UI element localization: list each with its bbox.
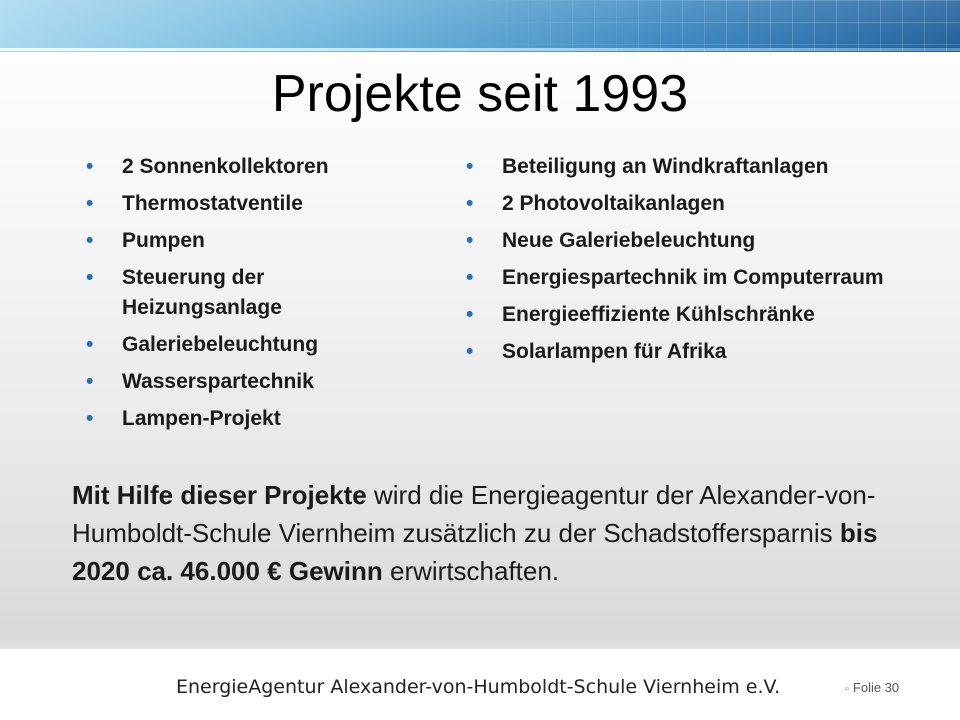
list-item: [86, 404, 416, 434]
list-item-label: Neue Galeriebeleuchtung: [502, 229, 756, 252]
summary-emphasis-profit: bis 2020 ca. 46.000 € Gewinn: [72, 518, 878, 586]
summary-text: wird die Energieagentur der Alexander-von-Humboldt-Schule Viernheim zusätzlich zu der Schadstoffersparnis: [72, 480, 876, 548]
banner-highlight-line: [0, 48, 960, 51]
slide-title: Projekte seit 1993: [271, 65, 689, 123]
list-item: [86, 226, 416, 256]
list-item-label: Galeriebeleuchtung: [122, 333, 319, 356]
slide-number-label: Folie 30: [852, 680, 900, 695]
footer-organization: EnergieAgentur Alexander-von-Humboldt-Schule Viernheim e.V.: [176, 676, 781, 698]
bullet-icon: •: [86, 407, 94, 430]
bullet-icon: •: [466, 303, 474, 326]
list-item-label: 2 Sonnenkollektoren: [122, 155, 329, 178]
list-item-label: 2 Photovoltaikanlagen: [502, 192, 725, 215]
bullet-icon: •: [466, 340, 474, 363]
list-item: [86, 189, 416, 219]
list-item-label: Pumpen: [122, 229, 205, 252]
bullet-icon: •: [86, 333, 94, 356]
bullet-icon: •: [86, 266, 94, 289]
square-bullet-icon: ▫: [845, 683, 849, 695]
bullet-icon: •: [466, 229, 474, 252]
list-item-label: Solarlampen für Afrika: [502, 340, 727, 363]
bullet-icon: •: [466, 266, 474, 289]
list-item: [86, 367, 416, 397]
banner-gloss: [0, 0, 960, 52]
slide-number: [845, 680, 899, 695]
project-list-right: [466, 152, 936, 374]
bullet-icon: •: [86, 192, 94, 215]
summary-emphasis-projects: Mit Hilfe dieser Projekte: [72, 480, 367, 510]
list-item: [466, 189, 936, 219]
list-item: [86, 263, 416, 323]
list-item-label: Lampen-Projekt: [122, 407, 281, 430]
list-item: [86, 152, 416, 182]
list-item: [466, 337, 936, 367]
list-item-label: Energieeffiziente Kühlschränke: [502, 303, 815, 326]
list-item-label: Thermostatventile: [122, 192, 303, 215]
bullet-icon: •: [86, 370, 94, 393]
list-item-label: Energiespartechnik im Computerraum: [502, 266, 884, 289]
list-item: [466, 226, 936, 256]
header-banner: [0, 0, 960, 52]
list-item: [466, 300, 936, 330]
list-item-label: Beteiligung an Windkraftanlagen: [502, 155, 829, 178]
bullet-icon: •: [86, 155, 94, 178]
project-list-left: [86, 152, 416, 441]
list-item: [466, 263, 936, 293]
list-item-label: Steuerung der Heizungsanlage: [122, 266, 282, 319]
list-item: [466, 152, 936, 182]
summary-text-end: erwirtschaften.: [382, 556, 560, 586]
summary-paragraph: [72, 476, 892, 590]
bullet-icon: •: [466, 155, 474, 178]
list-item-label: Wasserspartechnik: [122, 370, 314, 393]
bullet-icon: •: [466, 192, 474, 215]
list-item: [86, 330, 416, 360]
bullet-icon: •: [86, 229, 94, 252]
